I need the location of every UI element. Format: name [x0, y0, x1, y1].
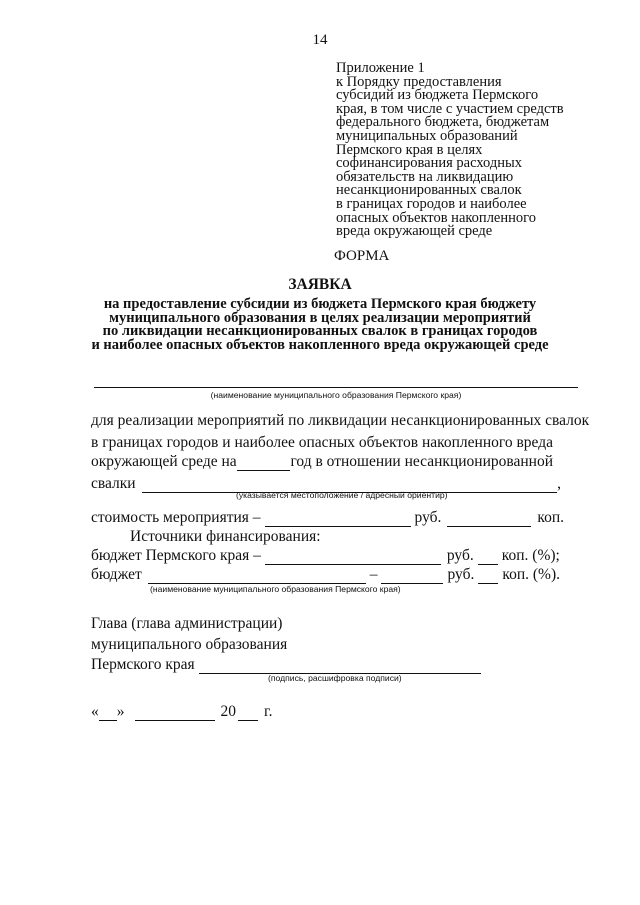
purpose-line-3	[91, 453, 553, 471]
appendix-line: субсидий из бюджета Пермского	[336, 87, 539, 104]
appendix-line: в границах городов и наиболее	[336, 195, 527, 212]
signature-title-line-1: Глава (глава администрации)	[91, 615, 283, 632]
purpose-line-4-end: ,	[557, 475, 561, 492]
appendix-line: несанкционированных свалок	[336, 182, 522, 199]
regional-budget-label: бюджет Пермского края –	[91, 547, 261, 564]
cost-rub-label: руб.	[414, 509, 442, 526]
purpose-line-1: для реализации мероприятий по ликвидации несанкционированных свалок	[91, 412, 590, 429]
cost-row	[91, 509, 564, 527]
date-day-field[interactable]	[99, 706, 117, 721]
appendix-line: Приложение 1	[336, 60, 425, 76]
signature-caption: (подпись, расшифровка подписи)	[268, 673, 402, 683]
cost-kop-field[interactable]	[447, 512, 531, 527]
document-subtitle	[60, 298, 580, 352]
municipal-rub-field[interactable]	[381, 569, 443, 584]
date-year-field[interactable]	[238, 706, 258, 721]
municipal-budget-label: бюджет	[91, 566, 142, 583]
cost-rub-field[interactable]	[265, 512, 411, 527]
appendix-line: федерального бюджета, бюджетам	[336, 114, 550, 131]
signature-title-line-2: муниципального образования	[91, 636, 288, 653]
subtitle-line: муниципального образования в целях реализации мероприятий	[109, 309, 531, 326]
purpose-line-3-start: окружающей среде на	[91, 453, 237, 470]
subtitle-line: по ликвидации несанкционированных свалок в границах городов	[102, 323, 538, 340]
date-close-quote: »	[116, 703, 125, 720]
regional-kop-field[interactable]	[478, 550, 498, 565]
municipal-name-field[interactable]	[148, 569, 366, 584]
purpose-line-4-start: свалки	[91, 475, 136, 492]
municipal-kop-field[interactable]	[478, 569, 498, 584]
regional-kop-label: коп. (%);	[501, 547, 560, 564]
appendix-line: опасных объектов накопленного	[336, 209, 536, 226]
regional-budget-row	[91, 547, 560, 565]
signature-field[interactable]	[199, 659, 481, 674]
appendix-line: к Порядку предоставления	[336, 73, 502, 90]
municipal-budget-row	[91, 566, 560, 584]
date-year-suffix: г.	[264, 703, 273, 720]
date-row	[91, 703, 272, 721]
appendix-line: Пермского края в целях	[336, 141, 483, 158]
subtitle-line: и наиболее опасных объектов накопленного вреда окружающей среде	[91, 336, 549, 353]
municipal-caption: (наименование муниципального образования Пермского края)	[150, 584, 401, 594]
purpose-line-3-end: год в отношении несанкционированной	[290, 453, 553, 470]
subtitle-line: на предоставление субсидии из бюджета Пермского края бюджету	[103, 296, 537, 312]
document-title: ЗАЯВКА	[288, 276, 352, 293]
regional-rub-label: руб.	[446, 547, 474, 564]
page-number: 14	[312, 32, 328, 48]
appendix-line: софинансирования расходных	[336, 155, 522, 172]
signature-row	[91, 656, 481, 674]
regional-rub-field[interactable]	[265, 550, 441, 565]
appendix-line: муниципальных образований	[336, 127, 518, 144]
date-year-prefix: 20	[220, 703, 236, 720]
date-month-field[interactable]	[135, 706, 215, 721]
appendix-line: вреда окружающей среде	[336, 223, 493, 240]
location-caption: (указывается местоположение / адресный ориентир)	[236, 490, 448, 500]
cost-kop-label: коп.	[537, 509, 565, 526]
municipality-caption: (наименование муниципального образования Пермского края)	[210, 390, 462, 400]
appendix-line: края, в том числе с участием средств	[336, 100, 564, 117]
signature-title-line-3: Пермского края	[91, 656, 195, 673]
cost-label: стоимость мероприятия –	[91, 509, 261, 526]
appendix-line: обязательств на ликвидацию	[336, 168, 514, 185]
purpose-line-2: в границах городов и наиболее опасных объектов накопленного вреда	[91, 434, 553, 451]
municipal-rub-label: руб.	[447, 566, 475, 583]
municipal-kop-label: коп. (%).	[502, 566, 560, 583]
sources-heading: Источники финансирования:	[130, 528, 321, 545]
year-field[interactable]	[237, 456, 291, 471]
municipality-name-field[interactable]	[94, 387, 578, 388]
appendix-block	[336, 62, 564, 239]
date-open-quote: «	[91, 703, 99, 720]
municipal-dash: –	[369, 566, 378, 583]
form-label: ФОРМА	[334, 248, 390, 264]
